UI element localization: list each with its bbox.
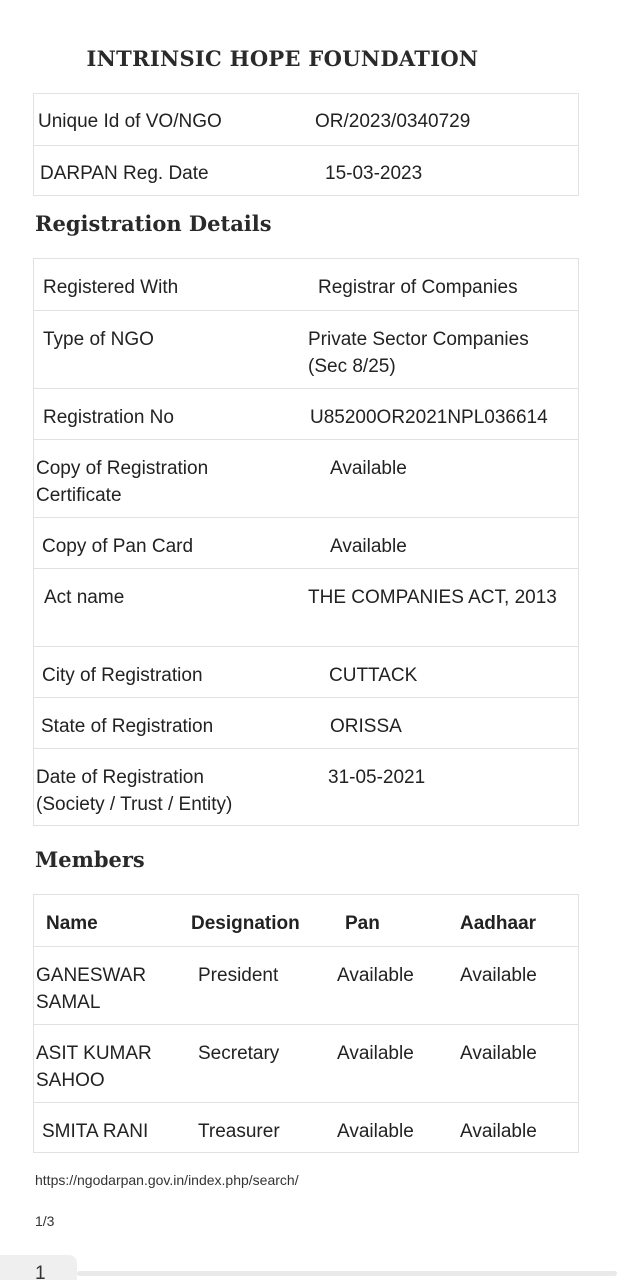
column-header-name: Name	[46, 913, 98, 934]
registration-table	[33, 258, 579, 826]
table-row	[34, 311, 578, 389]
table-row	[34, 1103, 578, 1153]
row-label: Registered With	[43, 277, 179, 298]
page-number-tab[interactable]: 1	[0, 1255, 77, 1280]
row-label: DARPAN Reg. Date	[40, 163, 209, 184]
row-value: CUTTACK	[329, 665, 418, 686]
table-row	[34, 94, 578, 146]
row-value: Private Sector Companies (Sec 8/25)	[308, 329, 529, 377]
table-row	[34, 569, 578, 647]
table-header-row	[34, 895, 578, 947]
footer-url: https://ngodarpan.gov.in/index.php/search/	[35, 1172, 299, 1188]
row-value: Available	[330, 536, 407, 557]
table-row	[34, 146, 578, 196]
table-row	[34, 389, 578, 440]
member-name: ASIT KUMAR SAHOO	[36, 1043, 152, 1091]
table-row	[34, 518, 578, 569]
member-designation: President	[198, 965, 279, 986]
row-label: Act name	[44, 587, 125, 608]
member-aadhaar: Available	[460, 965, 537, 986]
member-name: GANESWAR SAMAL	[36, 965, 147, 1013]
table-row	[34, 1025, 578, 1103]
column-header-aadhaar: Aadhaar	[460, 913, 537, 934]
table-row	[34, 259, 578, 311]
row-label: City of Registration	[42, 665, 203, 686]
table-row	[34, 647, 578, 698]
table-row	[34, 440, 578, 518]
members-table	[33, 894, 579, 1153]
row-value: 15-03-2023	[325, 163, 423, 184]
page-scroll-bar[interactable]	[77, 1271, 617, 1276]
row-label: Type of NGO	[43, 329, 154, 350]
row-label: Unique Id of VO/NGO	[38, 111, 222, 132]
row-value: OR/2023/0340729	[315, 111, 471, 132]
top-info-table	[33, 93, 579, 196]
row-label: State of Registration	[41, 716, 214, 737]
member-aadhaar: Available	[460, 1121, 537, 1142]
member-aadhaar: Available	[460, 1043, 537, 1064]
row-value: Available	[330, 458, 407, 479]
members-heading: Members	[35, 847, 145, 872]
column-header-pan: Pan	[345, 913, 380, 934]
member-name: SMITA RANI	[42, 1121, 149, 1142]
member-designation: Treasurer	[198, 1121, 280, 1142]
row-label: Registration No	[43, 407, 174, 428]
row-label: Copy of Registration Certificate	[36, 458, 209, 506]
table-row	[34, 698, 578, 749]
row-value: THE COMPANIES ACT, 2013	[308, 587, 557, 608]
row-label: Copy of Pan Card	[42, 536, 194, 557]
page-title: INTRINSIC HOPE FOUNDATION	[86, 46, 479, 71]
column-header-designation: Designation	[191, 913, 300, 934]
member-designation: Secretary	[198, 1043, 280, 1064]
table-row	[34, 749, 578, 826]
row-value: 31-05-2021	[328, 767, 426, 788]
row-value: ORISSA	[330, 716, 402, 737]
member-pan: Available	[337, 1121, 414, 1142]
row-label: Date of Registration (Society / Trust / Entity)	[36, 767, 233, 815]
row-value: Registrar of Companies	[318, 277, 518, 298]
member-pan: Available	[337, 965, 414, 986]
registration-heading: Registration Details	[35, 211, 272, 236]
member-pan: Available	[337, 1043, 414, 1064]
footer-page-indicator: 1/3	[35, 1213, 55, 1229]
table-row	[34, 947, 578, 1025]
row-value: U85200OR2021NPL036614	[310, 407, 548, 428]
